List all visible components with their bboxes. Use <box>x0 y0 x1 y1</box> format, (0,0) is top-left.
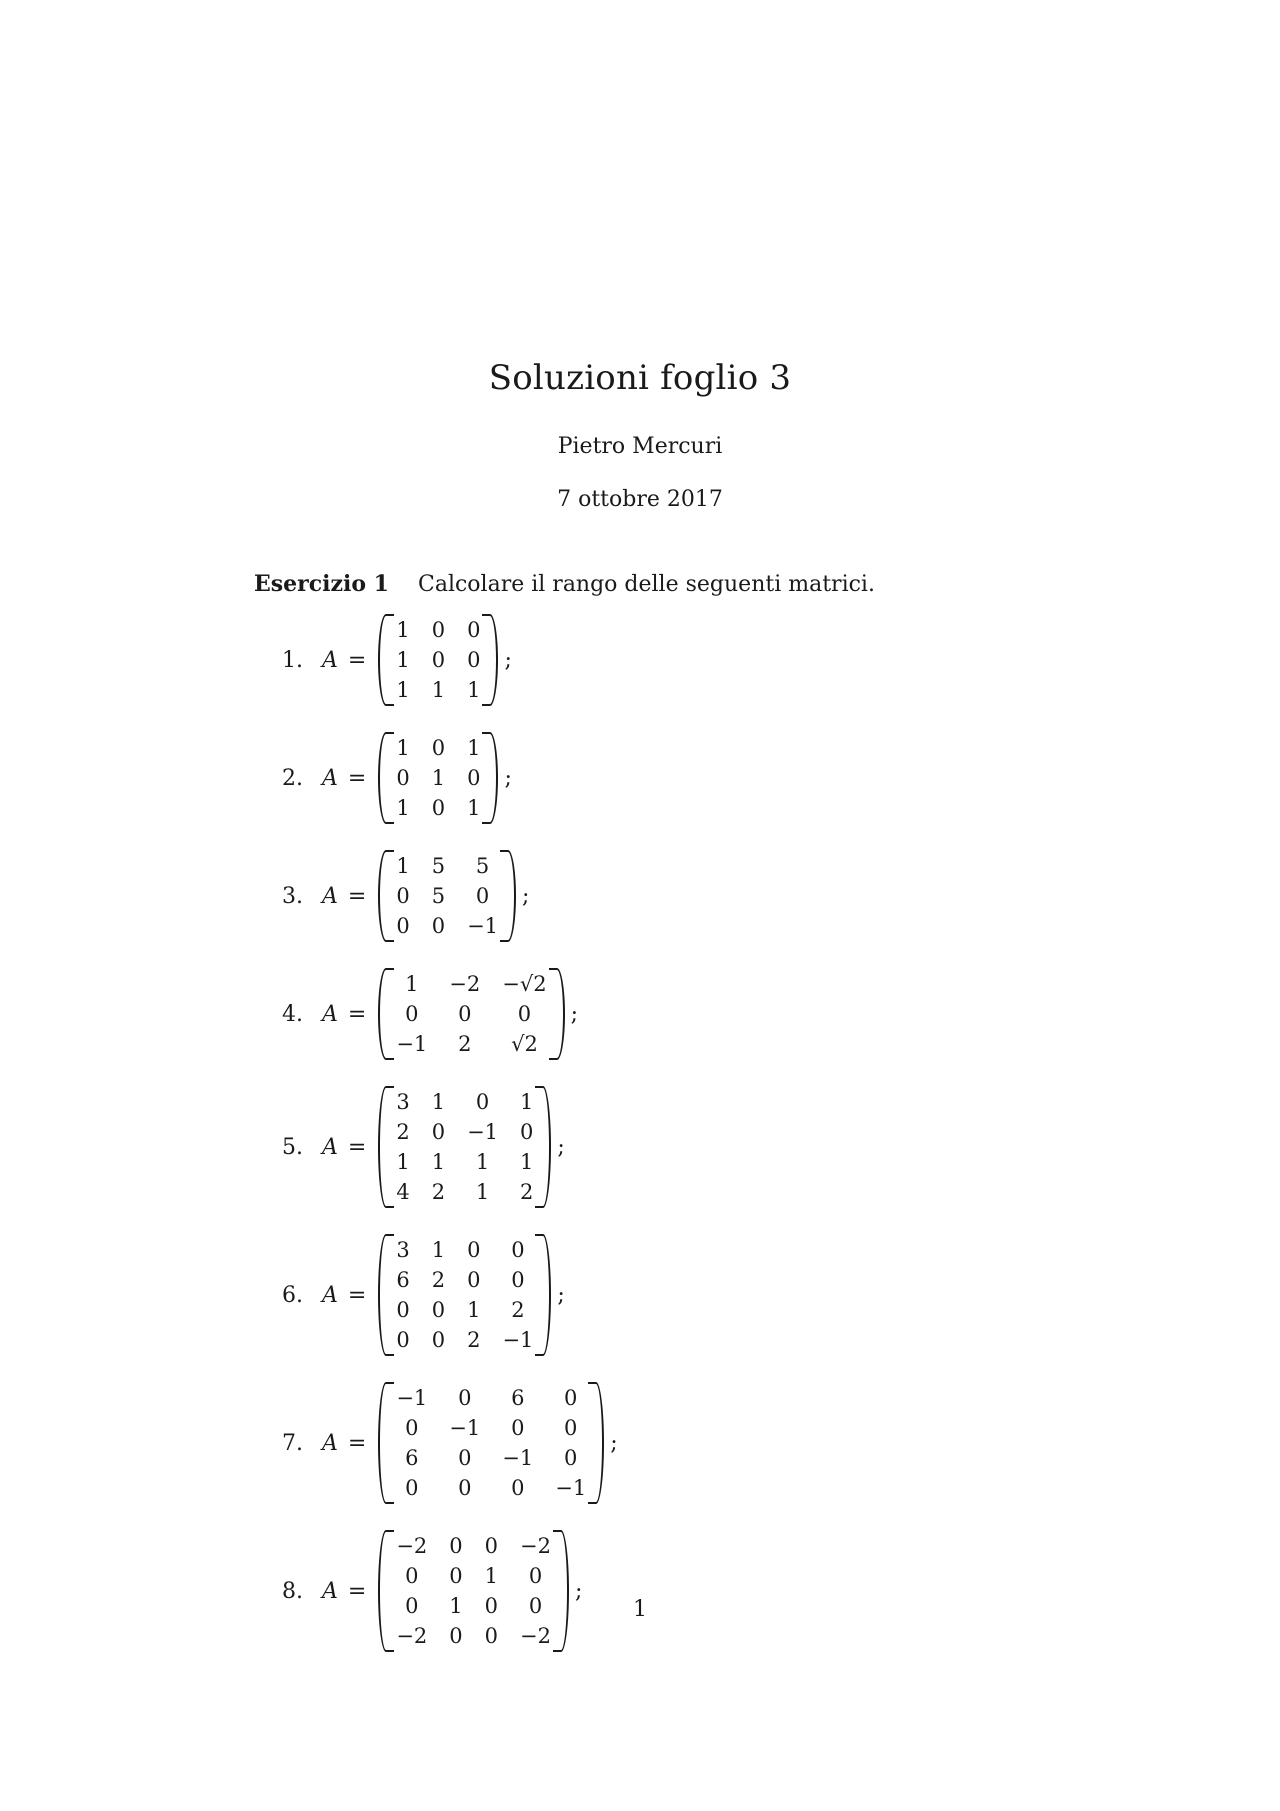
list-item <box>282 732 618 824</box>
right-parenthesis <box>482 732 498 824</box>
list-item <box>282 1234 618 1356</box>
list-item <box>282 1086 618 1208</box>
matrix <box>378 850 516 942</box>
matrix-cell: 0 <box>528 1594 543 1618</box>
equals-sign: = <box>347 1001 367 1027</box>
matrix-cell: 0 <box>564 1446 578 1470</box>
item-terminator: ; <box>557 1134 565 1160</box>
item-terminator: ; <box>610 1430 618 1456</box>
right-parenthesis <box>482 614 498 706</box>
matrix-cell: 0 <box>564 1416 578 1440</box>
left-parenthesis <box>378 1530 394 1652</box>
matrix <box>378 732 498 824</box>
matrix-cell: 0 <box>564 1386 578 1410</box>
item-terminator: ; <box>575 1578 583 1604</box>
matrix <box>378 614 498 706</box>
matrix-cell: 0 <box>431 618 446 642</box>
matrix-cell: −1 <box>449 1416 481 1440</box>
matrix-cell: 0 <box>458 1386 472 1410</box>
matrix-cell: −1 <box>396 1032 428 1056</box>
matrix-cell: 0 <box>396 884 410 908</box>
matrix-cell: −1 <box>467 914 499 938</box>
exercise-text: Calcolare il rango delle seguenti matrici. <box>418 572 875 597</box>
matrix-cell: 0 <box>458 1476 472 1500</box>
right-parenthesis <box>500 850 516 942</box>
exercise-items-list <box>282 614 618 1678</box>
matrix-cell: 0 <box>475 884 490 908</box>
matrix-cell: 0 <box>405 1476 419 1500</box>
matrix-cell: 0 <box>396 914 410 938</box>
matrix-cell: 0 <box>467 648 481 672</box>
matrix <box>378 1530 569 1652</box>
left-parenthesis <box>378 732 394 824</box>
matrix-cell: 2 <box>431 1180 446 1204</box>
matrix-variable: A <box>322 1134 338 1160</box>
item-number: 3. <box>282 883 303 909</box>
matrix-cell: 4 <box>396 1180 410 1204</box>
matrix-cell: 0 <box>458 1002 472 1026</box>
list-item <box>282 968 618 1060</box>
right-parenthesis <box>535 1234 551 1356</box>
matrix-cell: 2 <box>431 1268 446 1292</box>
matrix-cell: 1 <box>520 1090 534 1114</box>
item-number: 1. <box>282 647 303 673</box>
item-number: 4. <box>282 1001 303 1027</box>
equals-sign: = <box>347 1282 367 1308</box>
matrix-cell: 0 <box>431 914 446 938</box>
matrix-cell: 2 <box>520 1180 534 1204</box>
matrix-cell: 1 <box>396 618 410 642</box>
matrix-cell: 1 <box>431 1090 446 1114</box>
matrix-cell: −2 <box>396 1624 428 1648</box>
matrix-cell: 1 <box>396 1150 410 1174</box>
matrix-cell: −1 <box>502 1446 534 1470</box>
matrix-cell: 0 <box>511 1268 525 1292</box>
item-number: 6. <box>282 1282 303 1308</box>
list-item <box>282 614 618 706</box>
matrix-variable: A <box>322 1430 338 1456</box>
matrix-cell: 0 <box>405 1564 419 1588</box>
item-number: 2. <box>282 765 303 791</box>
item-number: 8. <box>282 1578 303 1604</box>
matrix-cell: 0 <box>431 1328 446 1352</box>
matrix-cell: 1 <box>396 678 410 702</box>
matrix <box>378 1086 551 1208</box>
matrix-cell: 1 <box>396 648 410 672</box>
left-parenthesis <box>378 1086 394 1208</box>
matrix-variable: A <box>322 1282 338 1308</box>
matrix-variable: A <box>322 765 338 791</box>
matrix-entries <box>394 1530 553 1652</box>
matrix-cell: 0 <box>484 1534 499 1558</box>
matrix-cell: 0 <box>467 1238 481 1262</box>
matrix-cell: −1 <box>555 1476 587 1500</box>
right-parenthesis <box>588 1382 604 1504</box>
matrix-cell: 1 <box>467 796 481 820</box>
exercise-heading <box>254 571 875 597</box>
equals-sign: = <box>347 647 367 673</box>
item-terminator: ; <box>557 1282 565 1308</box>
right-parenthesis <box>535 1086 551 1208</box>
document-author: Pietro Mercuri <box>557 434 723 459</box>
matrix-entries <box>394 1234 535 1356</box>
matrix-cell: 1 <box>484 1564 499 1588</box>
list-item <box>282 850 618 942</box>
matrix-cell: 0 <box>449 1564 463 1588</box>
matrix <box>378 1382 604 1504</box>
matrix-cell: 0 <box>431 736 446 760</box>
matrix-cell: 2 <box>396 1120 410 1144</box>
page-number: 1 <box>633 1597 647 1622</box>
left-parenthesis <box>378 1234 394 1356</box>
matrix-cell: 0 <box>449 1534 463 1558</box>
left-parenthesis <box>378 968 394 1060</box>
matrix-cell: 1 <box>520 1150 534 1174</box>
left-parenthesis <box>378 850 394 942</box>
matrix-cell: 0 <box>405 1416 419 1440</box>
right-parenthesis <box>553 1530 569 1652</box>
exercise-label: Esercizio 1 <box>254 571 389 597</box>
matrix-cell: 0 <box>511 1476 525 1500</box>
matrix-cell: 1 <box>431 1150 446 1174</box>
matrix-cell: 0 <box>467 766 481 790</box>
matrix-cell: 0 <box>520 1120 534 1144</box>
matrix-cell: 0 <box>431 1298 446 1322</box>
matrix-entries <box>394 968 548 1060</box>
matrix-cell: 1 <box>405 972 419 996</box>
matrix-cell: 0 <box>431 796 446 820</box>
matrix-cell: 1 <box>431 1238 446 1262</box>
matrix-cell: −1 <box>467 1120 499 1144</box>
list-item <box>282 1382 618 1504</box>
matrix-cell: 0 <box>484 1594 499 1618</box>
item-number: 5. <box>282 1134 303 1160</box>
matrix-cell: −2 <box>520 1624 552 1648</box>
matrix-entries <box>394 614 482 706</box>
matrix-entries <box>394 1086 535 1208</box>
matrix-variable: A <box>322 1001 338 1027</box>
document-title: Soluzioni foglio 3 <box>488 358 792 398</box>
matrix-cell: 0 <box>475 1090 490 1114</box>
matrix-variable: A <box>322 883 338 909</box>
matrix-cell: −√2 <box>502 972 547 996</box>
matrix-cell: −1 <box>396 1386 428 1410</box>
matrix-variable: A <box>322 1578 338 1604</box>
matrix-cell: 0 <box>396 1328 410 1352</box>
equals-sign: = <box>347 883 367 909</box>
matrix-cell: 6 <box>511 1386 525 1410</box>
matrix-cell: 1 <box>449 1594 463 1618</box>
matrix-cell: 0 <box>511 1238 525 1262</box>
matrix-entries <box>394 732 482 824</box>
equals-sign: = <box>347 765 367 791</box>
item-terminator: ; <box>504 765 512 791</box>
matrix-cell: −2 <box>520 1534 552 1558</box>
matrix-cell: −1 <box>502 1328 534 1352</box>
item-terminator: ; <box>522 883 530 909</box>
matrix-cell: 1 <box>467 1298 481 1322</box>
matrix-cell: 1 <box>431 766 446 790</box>
matrix-cell: 0 <box>484 1624 499 1648</box>
matrix-cell: 2 <box>467 1328 481 1352</box>
matrix <box>378 1234 551 1356</box>
item-terminator: ; <box>570 1001 579 1027</box>
matrix-entries <box>394 1382 588 1504</box>
matrix-cell: 2 <box>511 1298 525 1322</box>
matrix-cell: 1 <box>467 736 481 760</box>
list-item <box>282 1530 618 1652</box>
matrix-cell: 0 <box>511 1416 525 1440</box>
matrix-cell: 6 <box>396 1268 410 1292</box>
matrix-cell: 5 <box>475 854 490 878</box>
matrix-variable: A <box>322 647 338 673</box>
matrix-cell: 1 <box>396 796 410 820</box>
equals-sign: = <box>347 1430 367 1456</box>
matrix-cell: 1 <box>467 678 481 702</box>
equals-sign: = <box>347 1578 367 1604</box>
matrix-cell: 0 <box>396 766 410 790</box>
matrix-cell: 6 <box>405 1446 419 1470</box>
matrix-cell: 0 <box>458 1446 472 1470</box>
matrix-cell: 0 <box>431 648 446 672</box>
item-terminator: ; <box>504 647 512 673</box>
matrix-cell: 0 <box>467 1268 481 1292</box>
left-parenthesis <box>378 614 394 706</box>
matrix <box>378 968 564 1060</box>
matrix-cell: −2 <box>449 972 481 996</box>
left-parenthesis <box>378 1382 394 1504</box>
matrix-cell: 1 <box>396 854 410 878</box>
matrix-cell: 0 <box>449 1624 463 1648</box>
matrix-cell: 0 <box>405 1594 419 1618</box>
equals-sign: = <box>347 1134 367 1160</box>
matrix-cell: 0 <box>467 618 481 642</box>
item-number: 7. <box>282 1430 303 1456</box>
document-date: 7 ottobre 2017 <box>557 487 723 512</box>
matrix-cell: 1 <box>475 1180 490 1204</box>
matrix-cell: 5 <box>431 884 446 908</box>
matrix-cell: 3 <box>396 1090 410 1114</box>
right-parenthesis <box>549 968 565 1060</box>
matrix-cell: 0 <box>517 1002 532 1026</box>
matrix-cell: 0 <box>431 1120 446 1144</box>
matrix-cell: 3 <box>396 1238 410 1262</box>
matrix-cell: 5 <box>431 854 446 878</box>
matrix-cell: 1 <box>396 736 410 760</box>
matrix-cell: 0 <box>396 1298 410 1322</box>
matrix-cell: −2 <box>396 1534 428 1558</box>
matrix-entries <box>394 850 500 942</box>
matrix-cell: √2 <box>511 1032 538 1056</box>
matrix-cell: 1 <box>431 678 446 702</box>
matrix-cell: 1 <box>475 1150 490 1174</box>
matrix-cell: 2 <box>458 1032 472 1056</box>
matrix-cell: 0 <box>528 1564 543 1588</box>
matrix-cell: 0 <box>405 1002 419 1026</box>
